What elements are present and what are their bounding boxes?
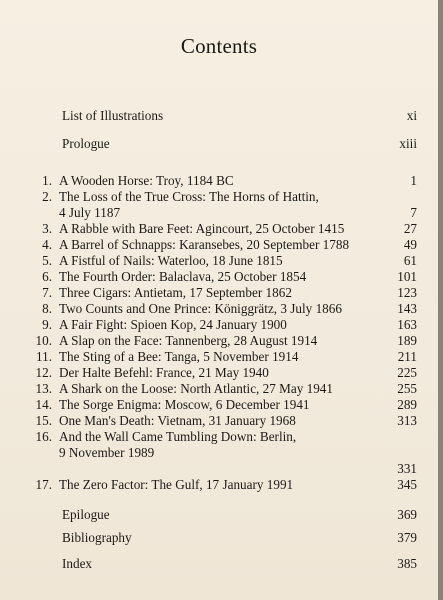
chapter-title: The Fourth Order: Balaclava, 25 October 1854: [59, 269, 307, 284]
chapter-title: Three Cigars: Antietam, 17 September 1862: [59, 285, 292, 300]
chapter-number: 6.: [42, 269, 52, 284]
toc-title-bibliography: Bibliography: [62, 530, 132, 545]
chapter-title: A Fair Fight: Spioen Kop, 24 January 1900: [59, 317, 287, 332]
chapter-page: 27: [403, 221, 417, 236]
chapter-title: The Loss of the True Cross: The Horns of Hattin,: [59, 189, 319, 204]
toc-title-prologue: Prologue: [62, 136, 110, 151]
toc-page-illustrations: xi: [406, 108, 417, 123]
chapter-number: 14.: [35, 397, 52, 412]
toc-page-prologue: xiii: [399, 136, 417, 151]
chapter-title: The Zero Factor: The Gulf, 17 January 1991: [59, 477, 294, 492]
chapter-page: 255: [397, 381, 417, 396]
chapter-page: 123: [397, 285, 417, 300]
chapter-page: 289: [397, 397, 417, 412]
chapter-page: 331: [397, 461, 417, 476]
chapter-number: 10.: [35, 333, 52, 348]
chapter-title: A Rabble with Bare Feet: Agincourt, 25 October 1415: [59, 221, 345, 236]
toc-title-epilogue: Epilogue: [62, 507, 110, 522]
chapter-number: 4.: [42, 237, 52, 252]
chapter-page: 7: [410, 205, 417, 220]
chapter-title: A Wooden Horse: Troy, 1184 BC: [59, 173, 234, 188]
chapter-number: 3.: [42, 221, 52, 236]
chapter-page: 143: [397, 301, 417, 316]
chapter-title-continued: 9 November 1989: [59, 445, 155, 460]
chapter-page: 345: [397, 477, 417, 492]
chapter-number: 16.: [35, 429, 52, 444]
chapter-number: 15.: [35, 413, 52, 428]
chapter-title: One Man's Death: Vietnam, 31 January 1968: [59, 413, 296, 428]
chapter-number: 8.: [42, 301, 52, 316]
chapter-number: 9.: [42, 317, 52, 332]
chapter-title: Der Halte Befehl: France, 21 May 1940: [59, 365, 269, 380]
chapter-number: 17.: [35, 477, 52, 492]
chapter-title: The Sorge Enigma: Moscow, 6 December 1941: [59, 397, 310, 412]
chapter-title: A Fistful of Nails: Waterloo, 18 June 1815: [59, 253, 283, 268]
chapter-page: 313: [397, 413, 417, 428]
chapter-page: 1: [410, 173, 417, 188]
chapter-number: 5.: [42, 253, 52, 268]
chapter-page: 225: [397, 365, 417, 380]
chapter-number: 13.: [35, 381, 52, 396]
toc-page-bibliography: 379: [397, 530, 417, 545]
chapter-page: 211: [397, 349, 417, 364]
chapter-title: A Barrel of Schnapps: Karansebes, 20 September 1788: [59, 237, 350, 252]
toc-title-index: Index: [62, 556, 93, 571]
chapter-page: 61: [403, 253, 417, 268]
toc-page-index: 385: [397, 556, 417, 571]
chapter-title-continued: 4 July 1187: [59, 205, 121, 220]
chapter-page: 189: [397, 333, 417, 348]
chapter-title: A Shark on the Loose: North Atlantic, 27 May 1941: [59, 381, 333, 396]
chapter-title: Two Counts and One Prince: Königgrätz, 3 July 1866: [59, 301, 342, 316]
toc-page-epilogue: 369: [397, 507, 417, 522]
chapter-number: 1.: [42, 173, 52, 188]
page-title: Contents: [180, 34, 258, 58]
toc-title-illustrations: List of Illustrations: [62, 108, 164, 123]
chapter-number: 11.: [36, 349, 52, 364]
page-edge: [438, 0, 443, 600]
chapter-title: And the Wall Came Tumbling Down: Berlin,: [59, 429, 297, 444]
chapter-number: 7.: [42, 285, 52, 300]
chapter-page: 49: [403, 237, 417, 252]
chapter-title: The Sting of a Bee: Tanga, 5 November 1914: [59, 349, 299, 364]
chapter-title: A Slap on the Face: Tannenberg, 28 August 1914: [59, 333, 318, 348]
chapter-page: 101: [397, 269, 417, 284]
chapter-number: 12.: [35, 365, 52, 380]
chapter-number: 2.: [42, 189, 52, 204]
chapter-page: 163: [397, 317, 417, 332]
